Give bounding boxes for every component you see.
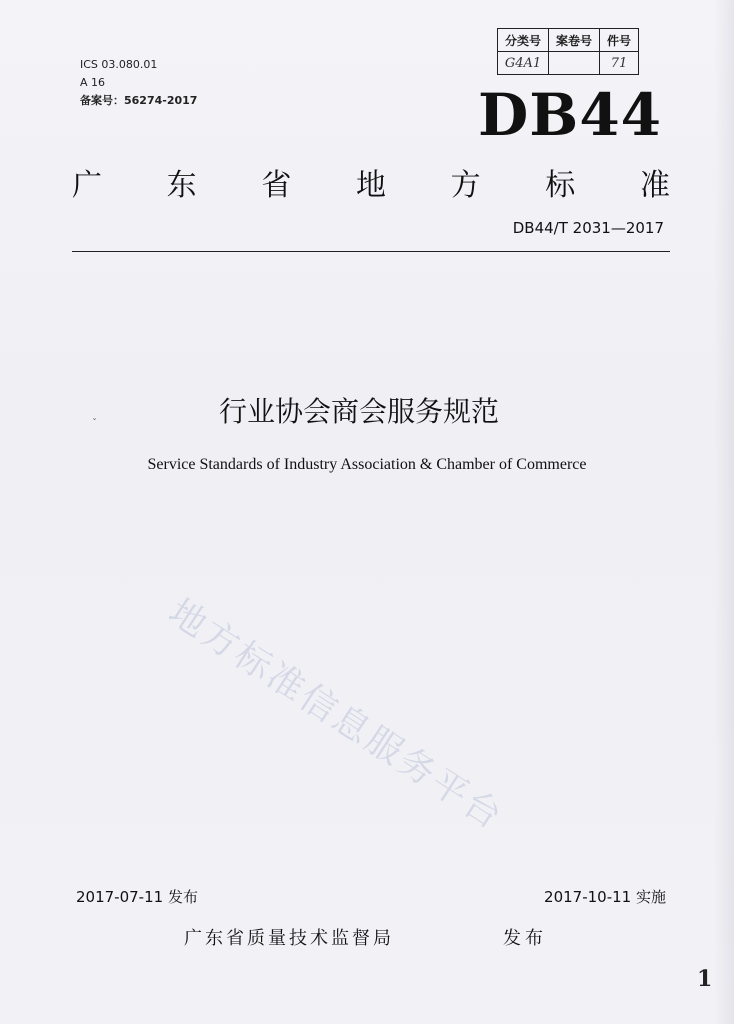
- title-char: 地: [355, 168, 386, 203]
- classification-header: 分类号: [498, 29, 549, 52]
- classification-header: 案卷号: [549, 29, 600, 52]
- document-title-cn-text: 行业协会商会服务规范: [218, 395, 499, 428]
- title-char: 东: [166, 168, 197, 203]
- standard-number: DB44/T 2031—2017: [512, 219, 664, 237]
- issue-date: 2017-07-11 发布: [76, 888, 198, 906]
- classification-value-row: [498, 52, 639, 75]
- page-number: 1: [697, 966, 713, 992]
- document-title-en: Service Standards of Industry Association & Chamber of Commerce: [147, 456, 587, 473]
- scan-mark: ˇ: [92, 418, 97, 429]
- classification-value: 71: [600, 52, 639, 75]
- standard-code: DB44: [478, 81, 663, 149]
- issuing-authority: 广东省质量技术监督局: [184, 928, 394, 949]
- document-title-cn: [0, 390, 734, 430]
- title-char: 准: [639, 168, 670, 203]
- classification-value: G4A1: [498, 52, 549, 75]
- title-char: 广: [72, 168, 102, 203]
- watermark: 地方标准信息服务平台: [161, 591, 511, 839]
- issuer-action: 发布: [503, 928, 547, 949]
- classification-table: [497, 28, 639, 75]
- filing-number: 备案号：56274-2017: [80, 94, 198, 107]
- page-edge-shadow: [714, 0, 734, 1024]
- ccs-code: A 16: [80, 76, 106, 89]
- header-divider: [72, 251, 670, 252]
- ics-code: ICS 03.080.01: [80, 58, 158, 71]
- classification-header: 件号: [600, 29, 639, 52]
- implementation-date: 2017-10-11 实施: [544, 888, 666, 906]
- classification-value: [549, 52, 600, 75]
- document-meta: [80, 56, 197, 110]
- classification-header-row: [498, 29, 639, 52]
- title-char: 省: [261, 168, 292, 203]
- province-standard-title: [72, 160, 670, 204]
- title-char: 标: [545, 168, 576, 203]
- title-char: 方: [450, 168, 481, 203]
